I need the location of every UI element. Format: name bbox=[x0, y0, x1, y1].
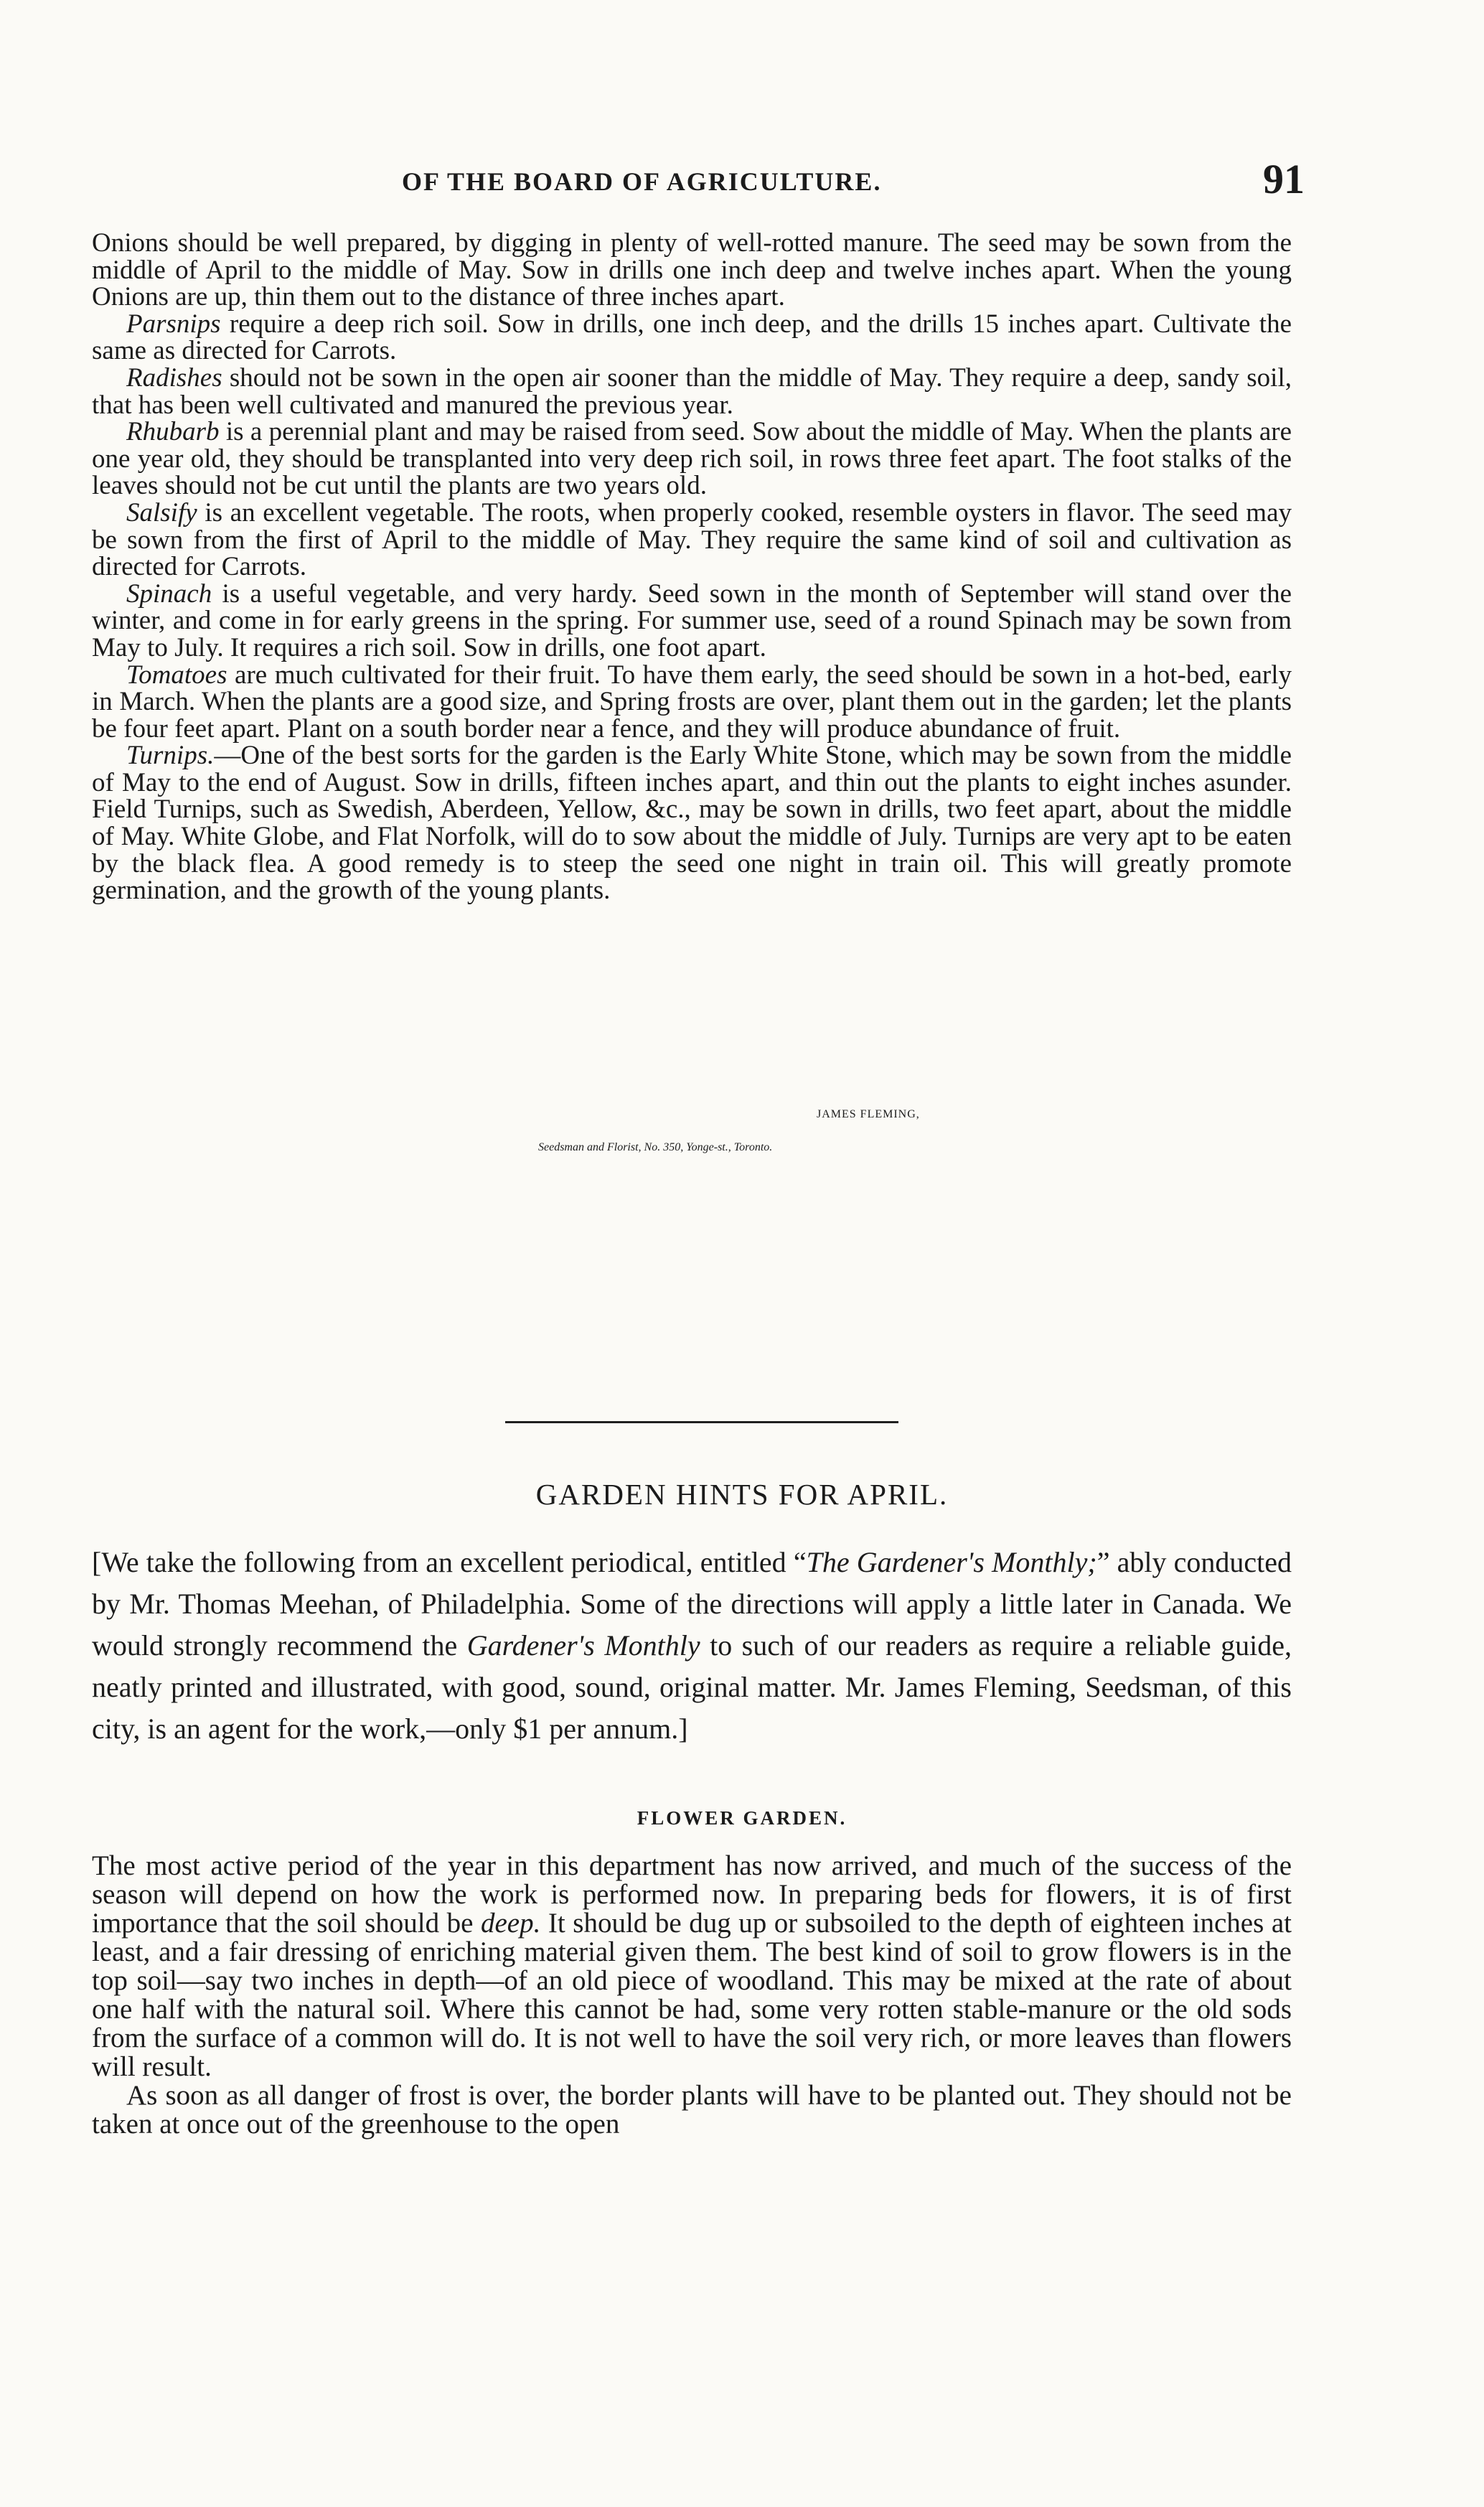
para2-text: As soon as all danger of frost is over, the border plants will have to be planted out. They should not be taken at once out of the greenhouse to the open bbox=[92, 2080, 1292, 2140]
turnips-term: Turnips. bbox=[126, 741, 215, 771]
rhubarb-text: is a perennial plant and may be raised from seed. Sow about the middle of May. When the plants are one year old, they should be transplanted into very deep rich soil, in rows three feet apart. The foot stalks of the leaves should not be cut until the plants are two years old. bbox=[92, 417, 1292, 501]
intro-magazine-title-2: Gardener's Monthly bbox=[466, 1629, 700, 1662]
parsnips-text: require a deep rich soil. Sow in drills, one inch deep, and the drills 15 inches apart. Cultivate the same as directed for Carrots. bbox=[92, 309, 1292, 366]
vegetable-entries bbox=[92, 230, 1292, 904]
entry-rhubarb bbox=[92, 418, 1292, 500]
intro-text-1: [We take the following from an excellent periodical, entitled “ bbox=[92, 1546, 807, 1578]
entry-salsify bbox=[92, 497, 1292, 582]
spinach-text: is a useful vegetable, and very hardy. Seed sown in the month of September will stand over the winter, and come in for early greens in the spring. For summer use, seed of a round Spinach may be sown from May to July. It requires a rich soil. Sow in drills, one foot apart. bbox=[92, 578, 1292, 662]
entry-onions bbox=[92, 230, 1292, 311]
running-head: OF THE BOARD OF AGRICULTURE. bbox=[402, 167, 882, 196]
intro-magazine-title: The Gardener's Monthly; bbox=[806, 1546, 1097, 1578]
entry-parsnips bbox=[92, 311, 1292, 365]
entry-tomatoes bbox=[92, 662, 1292, 743]
intro-text-3: to such of our readers as require a reliable guide, neatly printed and illustrated, with good, sound, original matter. Mr. James Fleming, Seedsman, of this city, is an agent for the work,—only $1 per annum.] bbox=[92, 1629, 1292, 1745]
flower-garden-text bbox=[92, 1852, 1292, 2139]
parsnips-term: Parsnips bbox=[126, 309, 221, 339]
intro-note bbox=[92, 1542, 1292, 1750]
flower-paragraph-1 bbox=[92, 1852, 1292, 2081]
radishes-text: should not be sown in the open air sooner than the middle of May. They require a deep, sandy soil, that has been well cultivated and manured the previous year. bbox=[92, 362, 1292, 420]
entry-turnips bbox=[92, 742, 1292, 904]
signature-name: JAMES FLEMING, bbox=[817, 1108, 920, 1120]
tomatoes-term: Tomatoes bbox=[126, 660, 227, 690]
flower-paragraph-2 bbox=[92, 2081, 1292, 2139]
section-divider bbox=[505, 1421, 898, 1423]
entry-radishes bbox=[92, 362, 1292, 420]
radishes-term: Radishes bbox=[126, 362, 222, 393]
onions-text: Onions should be well prepared, by digging in plenty of well-rotted manure. The seed may be sown from the middle of April to the middle of May. Sow in drills one inch deep and twelve inches apart. When the young Onions are up, thin them out to the distance of three inches apart. bbox=[92, 228, 1292, 312]
rhubarb-term: Rhubarb bbox=[126, 417, 220, 447]
spinach-term: Spinach bbox=[126, 578, 212, 609]
signature-title: Seedsman and Florist, No. 350, Yonge-st., Toronto. bbox=[538, 1141, 773, 1153]
section-title: GARDEN HINTS FOR APRIL. bbox=[535, 1478, 949, 1511]
page-number: 91 bbox=[1263, 156, 1305, 202]
para1-text-b: It should be dug up or subsoiled to the depth of eighteen inches at least, and a fair dressing of enriching material given them. The best kind of soil to grow flowers is in the top soil—say two inches in depth—of an old piece of woodland. This may be mixed at the rate of about one half with the natural soil. Where this cannot be had, some very rotten stable-manure or the old sods from the surface of a common will do. It is not well to have the soil very rich, or more leaves than flowers will result. bbox=[92, 1908, 1292, 2082]
intro-paragraph bbox=[92, 1542, 1292, 1750]
entry-spinach bbox=[92, 578, 1292, 662]
subheading-flower-garden: FLOWER GARDEN. bbox=[637, 1807, 847, 1829]
para1-deep: deep. bbox=[481, 1908, 541, 1939]
para1-text-a: The most active period of the year in this department has now arrived, and much of the success of the season will depend on how the work is performed now. In preparing beds for flowers, it is of first importance that the soil should be bbox=[92, 1850, 1292, 1939]
intro-text-2: ” ably conducted by Mr. Thomas Meehan, of Philadelphia. Some of the directions will apply a little later in Canada. We would strongly recommend the bbox=[92, 1546, 1292, 1662]
salsify-text: is an excellent vegetable. The roots, when properly cooked, resemble oysters in flavor. The seed may be sown from the first of April to the middle of May. They require the same kind of soil and cultivation as directed for Carrots. bbox=[92, 497, 1292, 582]
turnips-text: —One of the best sorts for the garden is the Early White Stone, which may be sown from the middle of May to the end of August. Sow in drills, fifteen inches apart, and thin out the plants to eight inches asunder. Field Turnips, such as Swedish, Aberdeen, Yellow, &c., may be sown in drills, two feet apart, about the middle of May. White Globe, and Flat Norfolk, will do to sow about the middle of July. Turnips are very apt to be eaten by the black flea. A good remedy is to steep the seed one night in train oil. This will greatly promote germination, and the growth of the young plants. bbox=[92, 741, 1292, 906]
tomatoes-text: are much cultivated for their fruit. To have them early, the seed should be sown in a hot-bed, early in March. When the plants are a good size, and Spring frosts are over, plant them out in the garden; let the plants be four feet apart. Plant on a south border near a fence, and they will produce abundance of fruit. bbox=[92, 660, 1292, 744]
salsify-term: Salsify bbox=[126, 497, 197, 528]
